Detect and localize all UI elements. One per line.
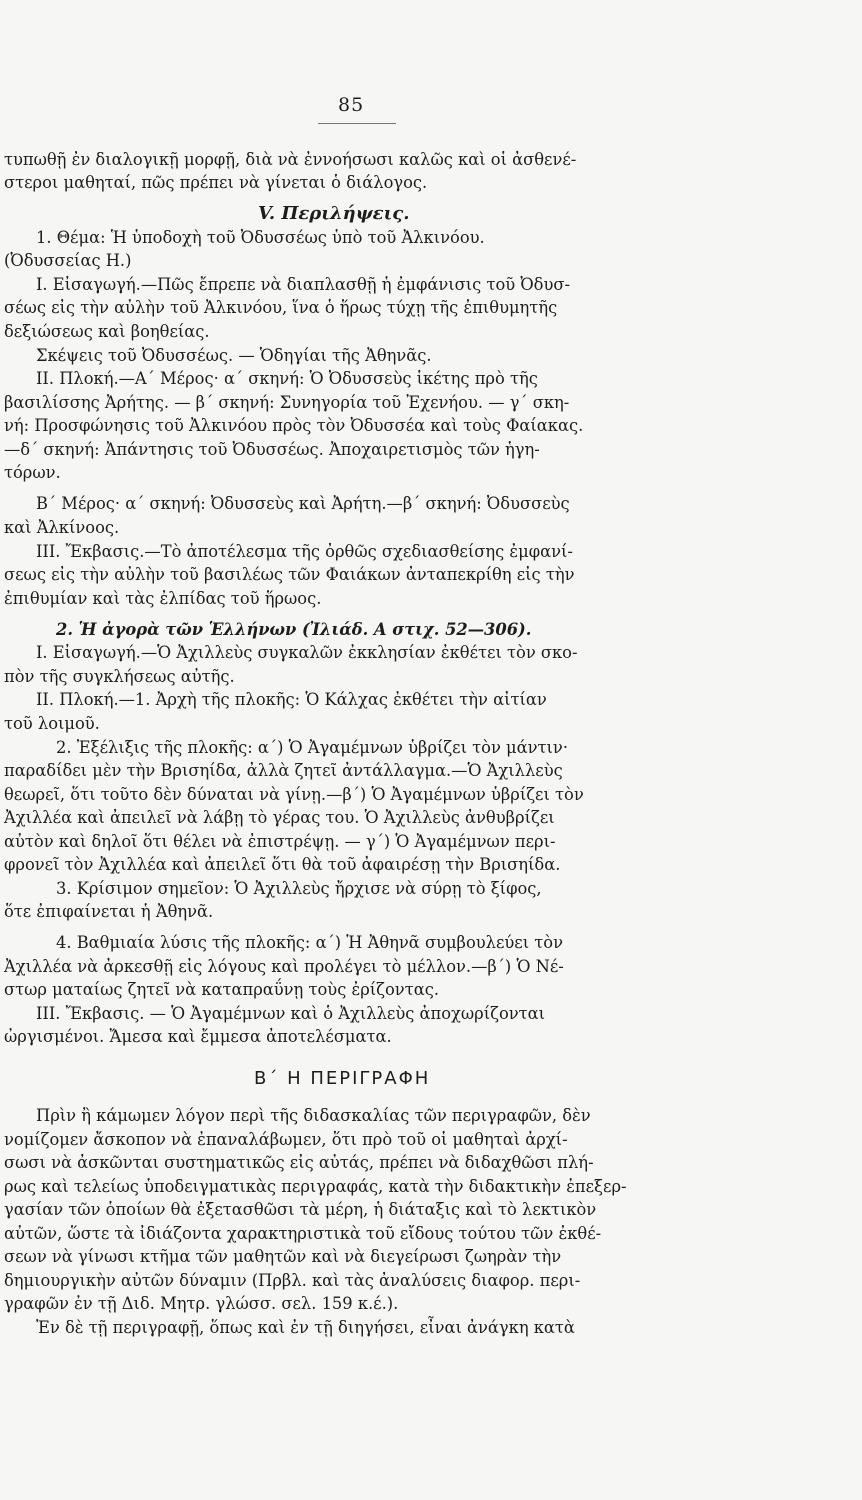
- text-line: Ἀχιλλέα νὰ ἀρκεσθῇ εἰς λόγους καὶ προλέγει τὸ μέλλον.—β΄) Ὁ Νέ-: [4, 957, 564, 976]
- text-line: 2. Ἡ ἀγορὰ τῶν Ἑλλήνων (Ἰλιάδ. Α στιχ. 52—306).: [56, 620, 532, 639]
- text-line: τόρων.: [4, 463, 61, 482]
- text-line: νή: Προσφώνησις τοῦ Ἀλκινόου πρὸς τὸν Ὀδυσσέα καὶ τοὺς Φαίακας.: [4, 416, 584, 435]
- text-line: βασιλίσσης Ἀρήτης. — β΄ σκηνή: Συνηγορία τοῦ Ἐχενήου. — γ΄ σκη-: [4, 393, 570, 412]
- text-line: ΙΙΙ. Ἔκβασις.—Τὸ ἀποτέλεσμα τῆς ὀρθῶς σχεδιασθείσης ἐμφανί-: [36, 542, 573, 561]
- text-line: γραφῶν ἐν τῇ Διδ. Μητρ. γλώσσ. σελ. 159 κ.έ.).: [4, 1294, 399, 1313]
- text-line: Ἀχιλλέα καὶ ἀπειλεῖ νὰ λάβῃ τὸ γέρας του. Ὁ Ἀχιλλεὺς ἀνθυβρίζει: [4, 808, 555, 827]
- text-line: Ἐν δὲ τῇ περιγραφῇ, ὅπως καὶ ἐν τῇ διηγήσει, εἶναι ἀνάγκη κατὰ: [36, 1318, 575, 1337]
- text-line: τυπωθῇ ἐν διαλογικῇ μορφῇ, διὰ νὰ ἐννοήσωσι καλῶς καὶ οἱ ἀσθενέ-: [4, 150, 577, 169]
- text-line: σεων νὰ γίνωσι κτῆμα τῶν μαθητῶν καὶ νὰ διεγείρωσι ζωηρὰν τὴν: [4, 1247, 562, 1266]
- text-line: Σκέψεις τοῦ Ὀδυσσέως. — Ὁδηγίαι τῆς Ἀθηνᾶς.: [36, 346, 432, 365]
- text-line: —δ΄ σκηνή: Ἀπάντησις τοῦ Ὀδυσσέως. Ἀποχαιρετισμὸς τῶν ἡγη-: [4, 440, 540, 459]
- text-line: Β΄ Μέρος· α΄ σκηνή: Ὀδυσσεὺς καὶ Ἀρήτη.—β΄ σκηνή: Ὀδυσσεὺς: [36, 494, 570, 513]
- text-line: αὐτῶν, ὥστε τὰ ἰδιάζοντα χαρακτηριστικὰ τοῦ εἴδους τούτου τῶν ἐκθέ-: [4, 1224, 602, 1243]
- text-line: ρως καὶ τελείως ὑποδειγματικὰς περιγραφάς, κατὰ τὴν διδακτικὴν ἐπεξερ-: [4, 1177, 627, 1196]
- text-line: ὅτε ἐπιφαίνεται ἡ Ἀθηνᾶ.: [4, 902, 214, 921]
- text-line: Ι. Εἰσαγωγή.—Πῶς ἔπρεπε νὰ διαπλασθῇ ἡ ἐμφάνισις τοῦ Ὀδυσ-: [36, 275, 570, 294]
- text-line: (Ὀδυσσείας Η.): [4, 251, 132, 270]
- text-line: καὶ Ἀλκίνοος.: [4, 518, 120, 537]
- text-line: 2. Ἐξέλιξις τῆς πλοκῆς: α΄) Ὁ Ἀγαμέμνων ὑβρίζει τὸν μάντιν·: [56, 738, 568, 757]
- text-line: τοῦ λοιμοῦ.: [4, 714, 100, 733]
- text-line: σωσι νὰ ἀσκῶνται συστηματικῶς εἰς αὐτάς, πρέπει νὰ διδαχθῶσι πλή-: [4, 1153, 594, 1172]
- text-line: 1. Θέμα: Ἡ ὑποδοχὴ τοῦ Ὀδυσσέως ὑπὸ τοῦ Ἀλκινόου.: [36, 228, 485, 247]
- text-line: σεως εἰς τὴν αὐλὴν τοῦ βασιλέως τῶν Φαιάκων ἀνταπεκρίθη εἰς τὴν: [4, 565, 575, 584]
- text-line: ΙΙ. Πλοκή.—Α΄ Μέρος· α΄ σκηνή: Ὁ Ὀδυσσεὺς ἱκέτης πρὸ τῆς: [36, 369, 538, 388]
- text-line: φρονεῖ τὸν Ἀχιλλέα καὶ ἀπειλεῖ ὅτι θὰ τοῦ ἀφαιρέσῃ τὴν Βρισηίδα.: [4, 855, 561, 874]
- text-line: 4. Βαθμιαία λύσις τῆς πλοκῆς: α΄) Ἡ Ἀθηνᾶ συμβουλεύει τὸν: [56, 933, 564, 952]
- text-line: ὠργισμένοι. Ἄμεσα καὶ ἔμμεσα ἀποτελέσματα.: [4, 1027, 392, 1046]
- text-line: Πρὶν ἢ κάμωμεν λόγον περὶ τῆς διδασκαλίας τῶν περιγραφῶν, δὲν: [36, 1106, 591, 1125]
- text-line: αὐτὸν καὶ δηλοῖ ὅτι θέλει νὰ ἐπιστρέψῃ. — γ΄) Ὁ Ἀγαμέμνων περι-: [4, 832, 556, 851]
- text-line: στωρ ματαίως ζητεῖ νὰ καταπραΰνῃ τοὺς ἐρίζοντας.: [4, 980, 439, 999]
- text-line: 3. Κρίσιμον σημεῖον: Ὁ Ἀχιλλεὺς ἤρχισε νὰ σύρῃ τὸ ξίφος,: [56, 879, 542, 898]
- text-line: πὸν τῆς συγκλήσεως αὐτῆς.: [4, 667, 235, 686]
- text-line: V. Περιλήψεις.: [258, 203, 410, 224]
- text-line: σέως εἰς τὴν αὐλὴν τοῦ Ἀλκινόου, ἵνα ὁ ἥρως τύχῃ τῆς ἐπιθυμητῆς: [4, 298, 558, 317]
- text-line: θεωρεῖ, ὅτι τοῦτο δὲν δύναται νὰ γίνῃ.—β΄) Ὁ Ἀγαμέμνων ὑβρίζει τὸν: [4, 785, 584, 804]
- text-line: ἐπιθυμίαν καὶ τὰς ἐλπίδας τοῦ ἥρωος.: [4, 589, 322, 608]
- text-line: ΙΙ. Πλοκή.—1. Ἀρχὴ τῆς πλοκῆς: Ὁ Κάλχας ἐκθέτει τὴν αἰτίαν: [36, 690, 547, 709]
- page-number: 85: [338, 94, 365, 116]
- text-line: νομίζομεν ἄσκοπον νὰ ἐπαναλάβωμεν, ὅτι πρὸ τοῦ οἱ μαθηταὶ ἀρχί-: [4, 1130, 568, 1149]
- text-line: δεξιώσεως καὶ βοηθείας.: [4, 322, 210, 341]
- text-line: δημιουργικὴν αὐτῶν δύναμιν (Πρβλ. καὶ τὰς ἀναλύσεις διαφορ. περι-: [4, 1271, 581, 1290]
- text-line: ΙΙΙ. Ἔκβασις. — Ὁ Ἀγαμέμνων καὶ ὁ Ἀχιλλεὺς ἀποχωρίζονται: [36, 1004, 546, 1023]
- text-line: στεροι μαθηταί, πῶς πρέπει νὰ γίνεται ὁ διάλογος.: [4, 173, 428, 192]
- text-line: παραδίδει μὲν τὴν Βρισηίδα, ἀλλὰ ζητεῖ ἀντάλλαγμα.—Ὁ Ἀχιλλεὺς: [4, 761, 563, 780]
- section-title: Β΄ Η ΠΕΡΙΓΡΑΦΗ: [254, 1068, 431, 1089]
- text-line: γασίαν τῶν ὁποίων θὰ ἐξετασθῶσι τὰ μέρη, ἡ διάταξις καὶ τὸ λεκτικὸν: [4, 1200, 597, 1219]
- text-line: Ι. Εἰσαγωγή.—Ὁ Ἀχιλλεὺς συγκαλῶν ἐκκλησίαν ἐκθέτει τὸν σκο-: [36, 643, 578, 662]
- page-number-rule: [318, 123, 396, 124]
